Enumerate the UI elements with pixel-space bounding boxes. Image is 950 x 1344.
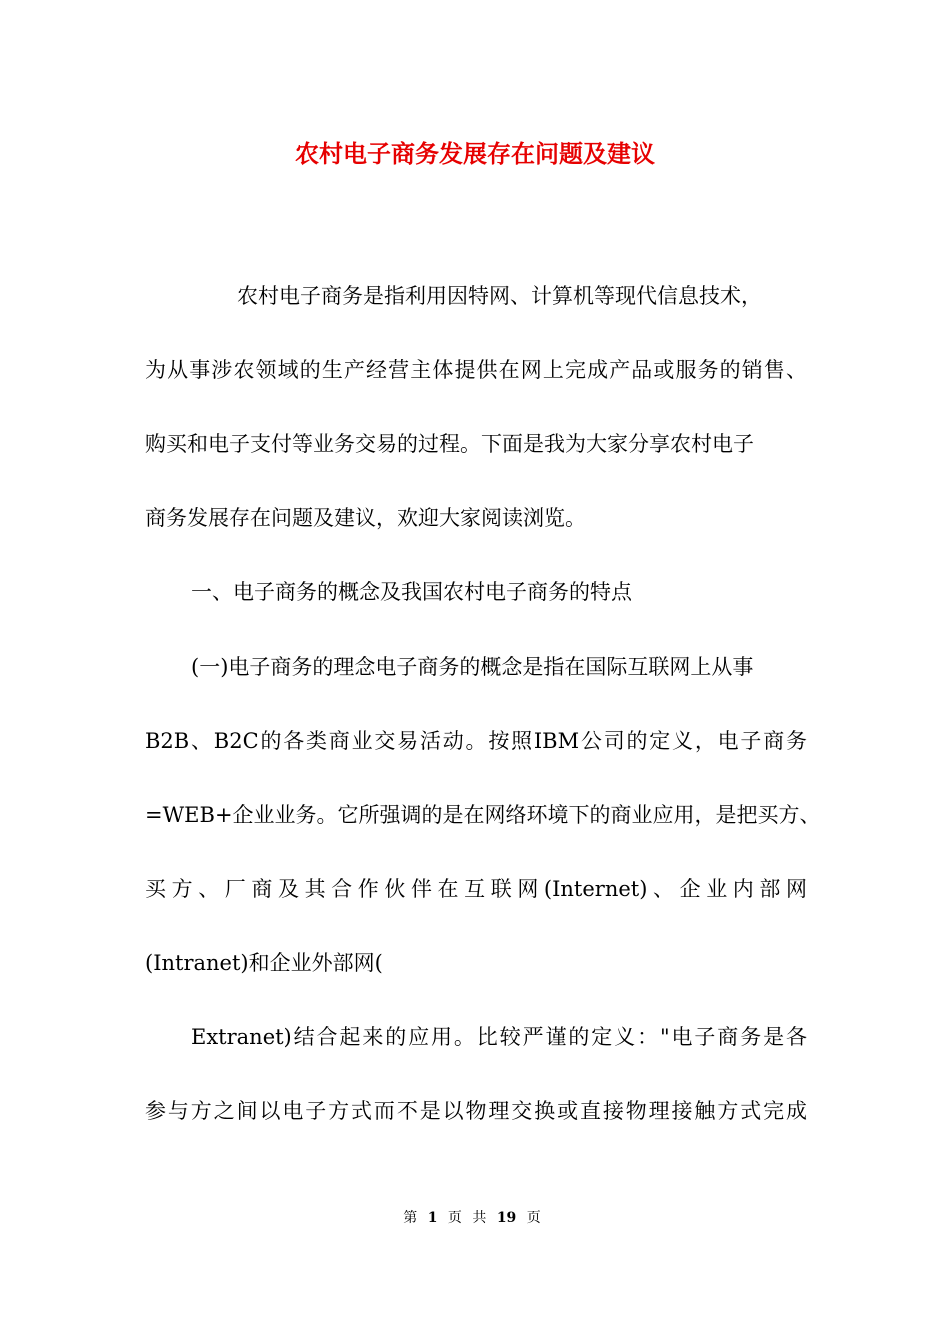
paragraph-line-3: 购买和电子支付等业务交易的过程。下面是我为大家分享农村电子: [145, 432, 754, 456]
footer-middle2: 共: [472, 1210, 487, 1226]
paragraph-line-10: (Intranet)和企业外部网(: [145, 951, 383, 975]
footer-total-pages: 19: [496, 1210, 517, 1226]
paragraph-line-11: Extranet)结合起来的应用。比较严谨的定义："电子商务是各: [191, 1025, 807, 1049]
paragraph-line-7: B2B、B2C的各类商业交易活动。按照IBM公司的定义，电子商务: [145, 729, 807, 753]
paragraph-line-2: 为从事涉农领域的生产经营主体提供在网上完成产品或服务的销售、: [145, 358, 807, 382]
paragraph-line-8: =WEB+企业业务。它所强调的是在网络环境下的商业应用，是把买方、: [145, 803, 821, 827]
footer-page-number: 1: [427, 1210, 438, 1226]
footer-prefix: 第: [403, 1210, 418, 1226]
footer-middle1: 页: [447, 1210, 462, 1226]
paragraph-line-9: 买方、厂商及其合作伙伴在互联网(Internet)、企业内部网: [145, 877, 807, 901]
footer-suffix: 页: [526, 1210, 541, 1226]
paragraph-line-6: (一)电子商务的理念电子商务的概念是指在国际互联网上从事: [191, 655, 754, 679]
paragraph-line-4: 商务发展存在问题及建议，欢迎大家阅读浏览。: [145, 506, 586, 530]
paragraph-line-1: 农村电子商务是指利用因特网、计算机等现代信息技术，: [237, 284, 762, 308]
paragraph-line-12: 参与方之间以电子方式而不是以物理交换或直接物理接触方式完成: [145, 1099, 807, 1123]
page-footer: [0, 1208, 950, 1228]
section-heading: 一、电子商务的概念及我国农村电子商务的特点: [191, 580, 632, 604]
document-title: 农村电子商务发展存在问题及建议: [295, 139, 655, 168]
